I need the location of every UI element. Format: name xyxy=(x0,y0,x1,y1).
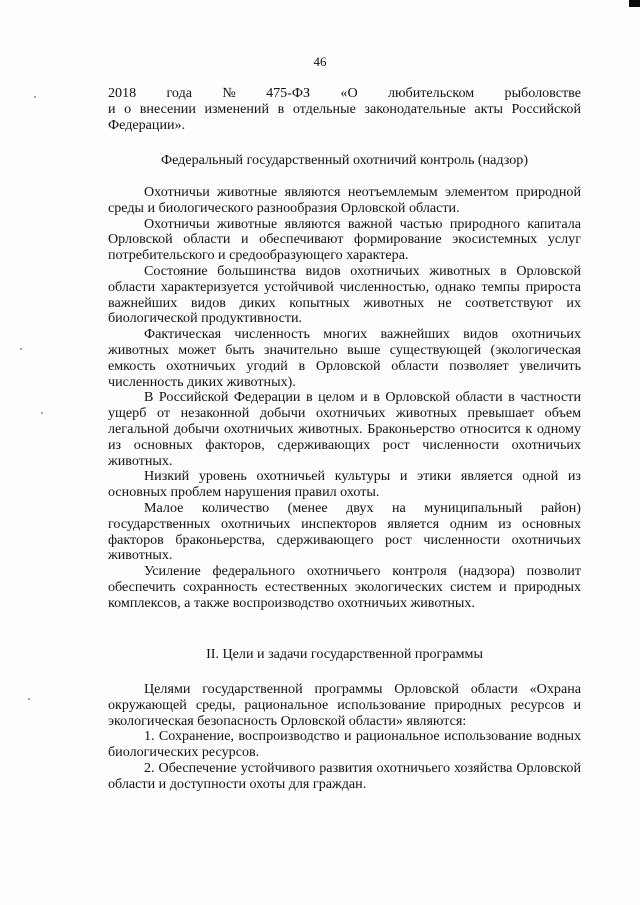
page-number: 46 xyxy=(313,54,327,69)
scan-speck xyxy=(34,96,36,98)
scan-corner-mark xyxy=(629,0,640,7)
paragraph: Охотничьи животные являются неотъемлемым элементом природной среды и биологического разнообразия Орловской области. xyxy=(108,184,581,216)
scan-speck xyxy=(28,698,30,700)
paragraph: Состояние большинства видов охотничьих животных в Орловской области характеризуется устойчивой численностью, однако темпы прироста важнейших видов диких копытных животных не соответствуют их биологической продуктивности. xyxy=(108,262,581,327)
paragraph: Охотничьи животные являются важной частью природного капитала Орловской области и обеспечивают формирование экосистемных услуг потребительского и средообразующего характера. xyxy=(108,215,581,264)
intro-word: года xyxy=(166,85,192,101)
intro-line-2: и о внесении изменений в отдельные законодательные акты Российской xyxy=(108,101,581,117)
intro-word: рыболовстве xyxy=(504,85,581,101)
section-heading-goals: II. Цели и задачи государственной программы xyxy=(206,646,483,662)
goals-paragraphs xyxy=(108,682,581,793)
paragraph: В Российской Федерации в целом и в Орловской области в частности ущерб от незаконной добычи охотничьих животных превышает объем легальной добычи охотничьих животных. Браконьерство относится к одному из основных факторов, сдерживающих рост численности охотничьих животных. xyxy=(108,389,581,469)
scan-speck xyxy=(41,412,43,414)
intro-word: № xyxy=(222,85,236,101)
section-heading-hunting: Федеральный государственный охотничий контроль (надзор) xyxy=(160,152,529,168)
goal-item: 2. Обеспечение устойчивого развития охотничьего хозяйства Орловской области и доступности охоты для граждан. xyxy=(108,759,581,792)
intro-word: 2018 xyxy=(108,85,137,101)
hunting-paragraphs xyxy=(108,185,581,612)
intro-word: любительском xyxy=(387,85,475,101)
intro-word: «О xyxy=(340,85,358,101)
intro-word: 475-ФЗ xyxy=(266,85,311,101)
goal-item: 1. Сохранение, воспроизводство и рациональное использование водных биологических ресурсов. xyxy=(108,728,581,761)
paragraph: Усиление федерального охотничьего контроля (надзора) позволит обеспечить сохранность естественных экологических систем и природных комплексов, а также воспроизводство охотничьих животных. xyxy=(108,563,581,611)
paragraph: Фактическая численность многих важнейших видов охотничьих животных может быть значительно выше существующей (экологическая емкость охотничьих угодий в Орловской области позволяет увеличить численность диких животных). xyxy=(108,326,581,390)
paragraph: Малое количество (менее двух на муниципальный район) государственных охотничьих инспекторов является одним из основных факторов браконьерства, сдерживающего рост численности охотничьих животных. xyxy=(108,499,581,564)
paragraph: Низкий уровень охотничьей культуры и этики является одной из основных проблем нарушения правил охоты. xyxy=(108,468,581,501)
intro-line-1 xyxy=(108,86,581,102)
intro-continuation xyxy=(108,102,581,134)
paragraph: Целями государственной программы Орловской области «Охрана окружающей среды, рациональное использование природных ресурсов и экологическая безопасность Орловской области» являются: xyxy=(108,681,581,729)
intro-line-3: Федерации». xyxy=(108,116,186,133)
scan-speck xyxy=(20,348,22,350)
